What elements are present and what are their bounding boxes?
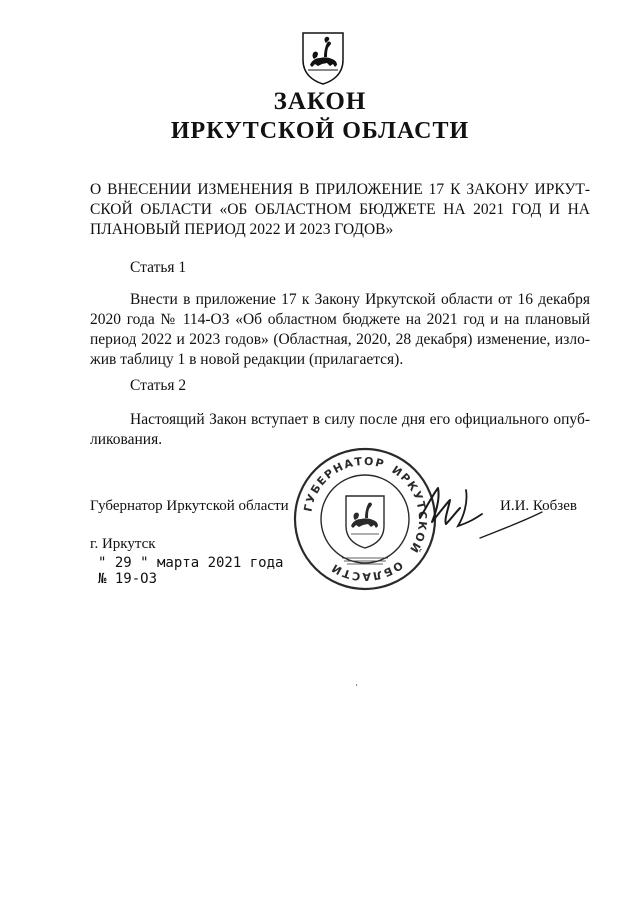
seal-text-right: ОБЛАСТИ	[328, 558, 406, 584]
document-region-title: ИРКУТСКОЙ ОБЛАСТИ	[170, 118, 470, 144]
article-2-heading: Статья 2	[130, 377, 187, 394]
article-1-body	[90, 290, 590, 370]
article-1-line: 2020 года № 114-ОЗ «Об областном бюджете на 2021 год и на плановый	[90, 311, 590, 328]
article-1-line: период 2022 и 2023 годов» (Областная, 2020, 28 декабря) изменение, изло-	[90, 331, 590, 348]
coat-of-arms-icon	[300, 30, 346, 86]
subject-line: СКОЙ ОБЛАСТИ «ОБ ОБЛАСТНОМ БЮДЖЕТЕ НА 2021 ГОД И НА	[90, 201, 590, 218]
seal-emblem-icon	[346, 496, 384, 548]
seal-text-left: ГУБЕРНАТОР	[301, 454, 387, 513]
svg-text:ОБЛАСТИ	[329, 558, 406, 583]
article-1-line: жив таблицу 1 в новой редакции (прилагается).	[90, 351, 404, 368]
scan-speck	[356, 684, 357, 686]
seal-text-top: ИРКУТСКОЙ	[389, 463, 430, 556]
document-title: ЗАКОН	[273, 88, 367, 115]
law-number: № 19-ОЗ	[98, 571, 158, 587]
subject-line: ПЛАНОВЫЙ ПЕРИОД 2022 И 2023 ГОДОВ»	[90, 221, 394, 238]
article-1-heading: Статья 1	[130, 259, 187, 276]
law-subject	[90, 180, 590, 240]
article-1-line: Внести в приложение 17 к Закону Иркутской области от 16 декабря	[130, 291, 590, 308]
article-2-line: Настоящий Закон вступает в силу после дня его официального опуб-	[130, 411, 590, 428]
governor-name: И.И. Кобзев	[500, 498, 577, 514]
svg-text:ГУБЕРНАТОР	[301, 455, 386, 513]
subject-line: О ВНЕСЕНИИ ИЗМЕНЕНИЯ В ПРИЛОЖЕНИЕ 17 К ЗАКОНУ ИРКУТ-	[90, 181, 590, 198]
governor-title: Губернатор Иркутской области	[90, 498, 289, 514]
signing-date: " 29 " марта 2021 года	[98, 555, 284, 571]
article-2-line: ликования.	[90, 431, 163, 448]
city-of-signing: г. Иркутск	[90, 536, 156, 552]
